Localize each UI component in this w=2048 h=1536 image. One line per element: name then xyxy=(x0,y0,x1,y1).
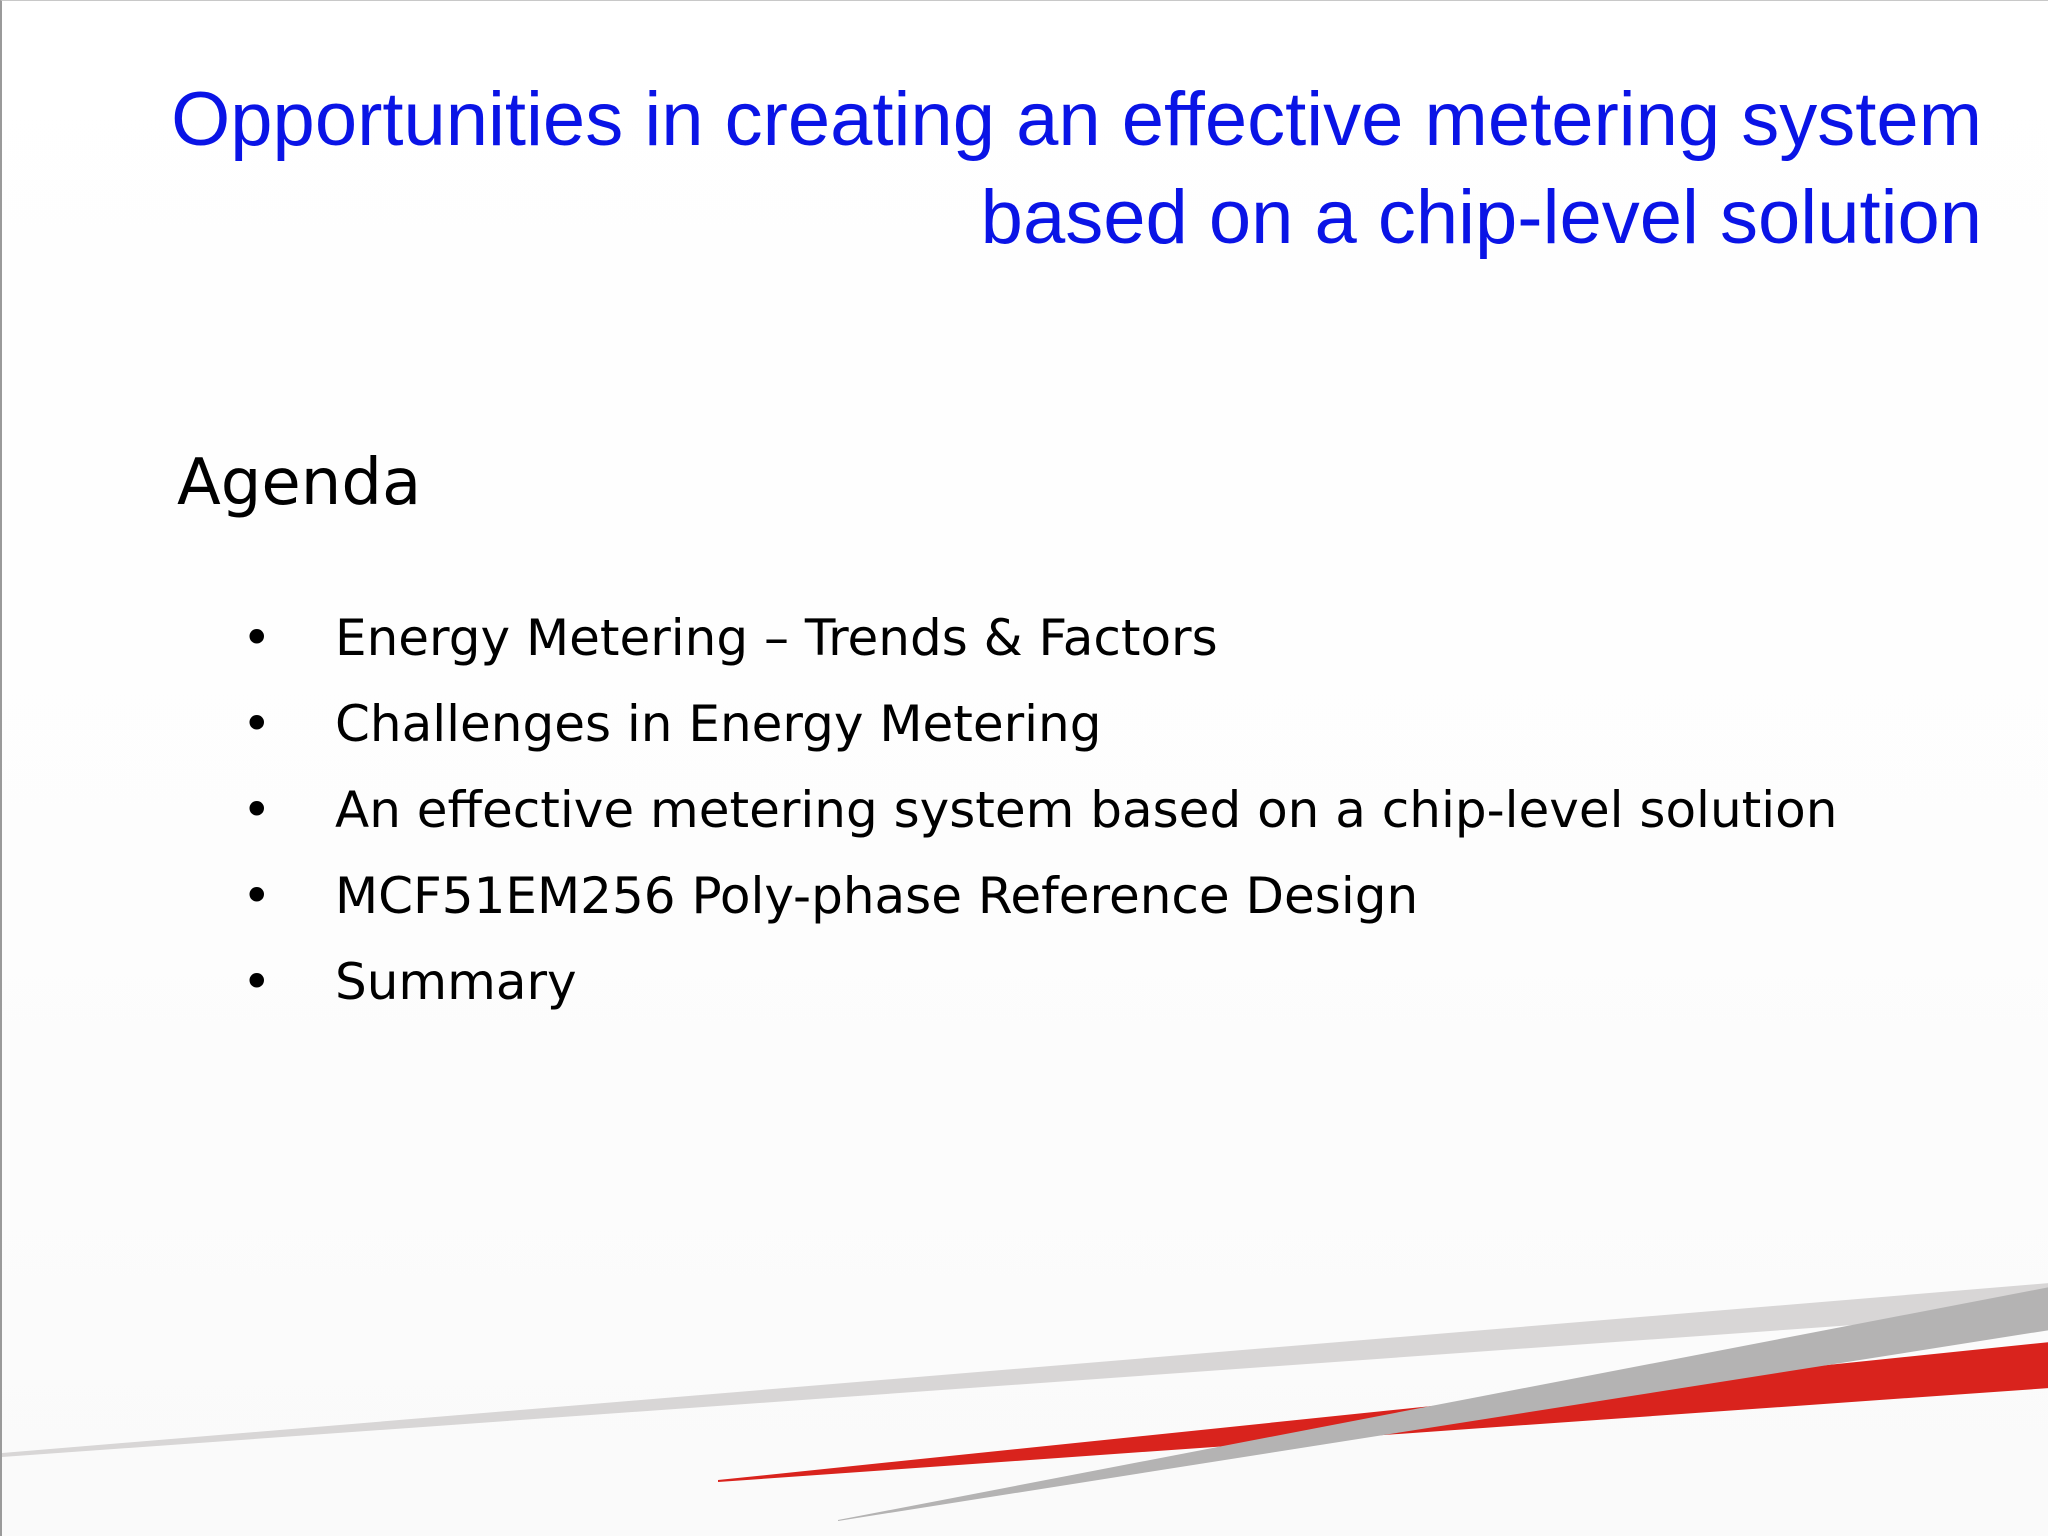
agenda-item-text: MCF51EM256 Poly-phase Reference Design xyxy=(335,867,1419,925)
agenda-list xyxy=(242,601,1837,1031)
swoosh-red xyxy=(718,1342,2048,1482)
bullet-icon: • xyxy=(242,953,272,1011)
title-line-2: based on a chip-level solution xyxy=(980,175,1982,260)
agenda-item xyxy=(242,601,1837,687)
bullet-icon: • xyxy=(242,609,272,667)
bullet-icon: • xyxy=(242,867,272,925)
agenda-item-text: An effective metering system based on a chip-level solution xyxy=(335,781,1838,839)
agenda-item xyxy=(242,687,1837,773)
bullet-icon: • xyxy=(242,781,272,839)
agenda-item xyxy=(242,859,1837,945)
slide-title xyxy=(42,71,1982,267)
agenda-item-text: Energy Metering – Trends & Factors xyxy=(335,609,1218,667)
title-line-1: Opportunities in creating an effective metering system xyxy=(171,77,1982,162)
bullet-icon: • xyxy=(242,695,272,753)
agenda-item xyxy=(242,773,1837,859)
agenda-heading: Agenda xyxy=(177,446,422,520)
agenda-item-text: Challenges in Energy Metering xyxy=(335,695,1102,753)
agenda-item-text: Summary xyxy=(335,953,577,1011)
agenda-item xyxy=(242,945,1837,1031)
